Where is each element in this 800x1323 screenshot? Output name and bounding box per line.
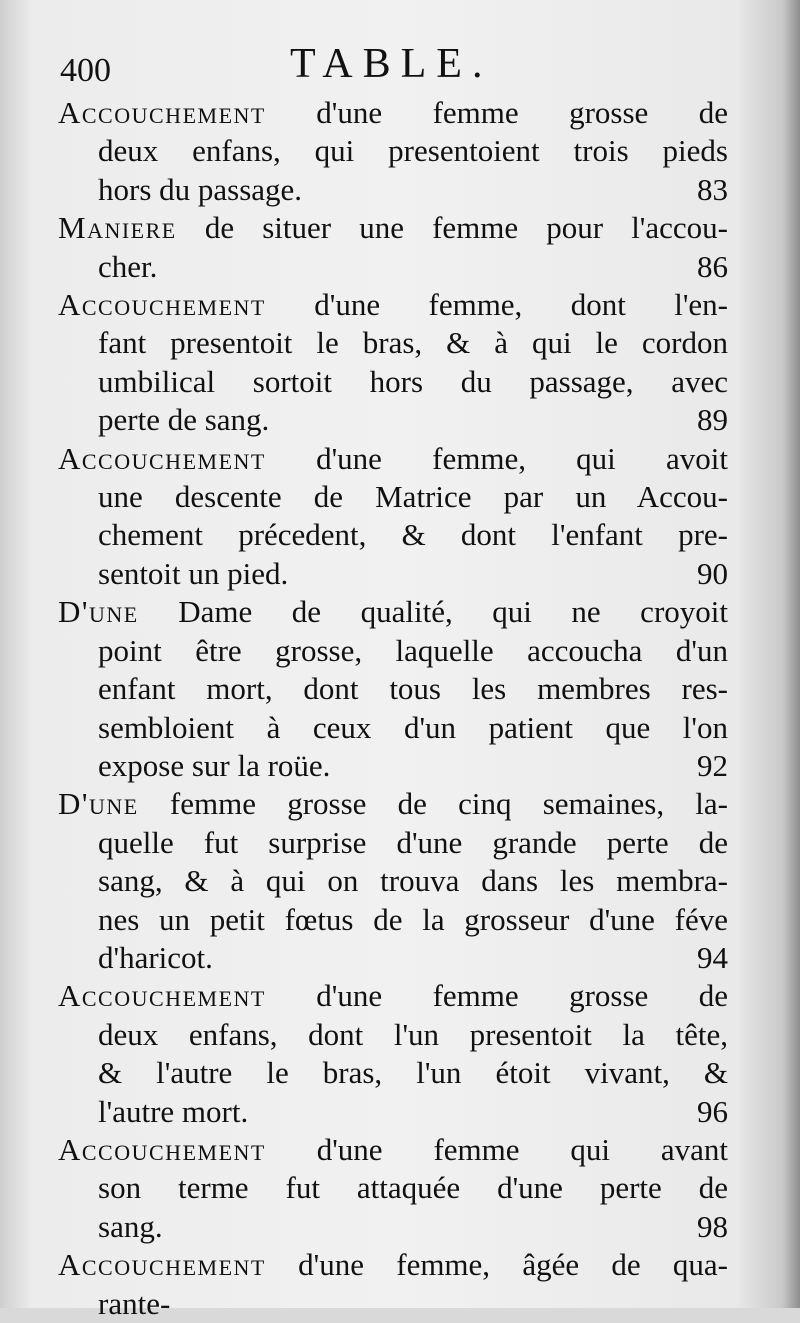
toc-entry-line [58, 901, 728, 939]
toc-entry-page: 86 [697, 248, 728, 284]
toc-entry-text: enfant mort, dont tous les membres res- [98, 671, 728, 707]
toc-entry-text: rante- [98, 1285, 171, 1321]
toc-entry-page: 83 [697, 171, 728, 207]
toc-entry-page: 90 [697, 555, 728, 591]
toc-entry-line [58, 632, 728, 670]
toc-entry-text: expose sur la roüe. [98, 747, 331, 783]
toc-entry-text: d'une femme grosse de [316, 978, 728, 1014]
toc-entry-text: l'autre mort. [98, 1093, 249, 1129]
toc-entry-text: d'une femme grosse de [316, 95, 728, 130]
toc-entry-line [58, 1169, 728, 1207]
toc-entry-line [58, 1246, 728, 1284]
toc-entry-line [58, 593, 728, 631]
toc-entry-line [58, 1054, 728, 1092]
toc-entry-text: son terme fut attaquée d'une perte de [98, 1170, 728, 1206]
page-number: 400 [60, 52, 111, 89]
toc-entry-line [58, 401, 728, 439]
toc-entry-line [58, 824, 728, 862]
toc-entry-line [58, 709, 728, 747]
toc-entry-line [58, 324, 728, 362]
toc-entry-page: 92 [697, 747, 728, 783]
page-header [60, 40, 740, 100]
toc-entry-line [58, 94, 728, 132]
toc-entry-text: une descente de Matrice par un Accou- [98, 479, 728, 515]
toc-entry-line [58, 440, 728, 478]
toc-entry [58, 977, 728, 1131]
toc-entry-page: 96 [697, 1093, 728, 1129]
toc-entry-line [58, 939, 728, 977]
toc-entry-line [58, 862, 728, 900]
toc-entry-line [58, 1093, 728, 1131]
toc-entry [58, 593, 728, 785]
toc-entry-text: Dame de qualité, qui ne croyoit [178, 594, 728, 630]
toc-entry-page: 94 [697, 939, 728, 975]
toc-entry-text: nes un petit fœtus de la grosseur d'une féve [98, 901, 728, 937]
toc-entry-text: d'haricot. [98, 939, 213, 975]
toc-entry-text: sembloient à ceux d'un patient que l'on [98, 709, 728, 745]
toc-entry-text: point être grosse, laquelle accoucha d'un [98, 632, 728, 668]
toc-entry-line [58, 516, 728, 554]
toc-entry-text: deux enfans, qui presentoient trois pieds [98, 133, 728, 169]
toc-entry-text: sang, & à qui on trouva dans les membra- [98, 863, 728, 899]
toc-entry-line [58, 1016, 728, 1054]
running-head: TABLE. [290, 41, 493, 87]
toc-entry [58, 440, 728, 594]
toc-entry-line [58, 478, 728, 516]
toc-entry [58, 785, 728, 977]
toc-entry-text: femme grosse de cinq semaines, la- [169, 786, 728, 822]
toc-entry-line [58, 747, 728, 785]
toc-entry-lead: Accouchement [58, 1247, 266, 1283]
toc-entry-page: 98 [697, 1208, 728, 1244]
toc-entry [58, 286, 728, 440]
toc-entry-lead: Maniere [58, 210, 177, 246]
toc-entry-lead: D'une [58, 594, 139, 630]
toc-entry [58, 209, 728, 286]
toc-entry-lead: Accouchement [58, 95, 266, 130]
page-gutter-shadow [782, 0, 800, 1308]
toc-entry-page: 89 [697, 402, 728, 438]
toc-entry-text: d'une femme, qui avoit [316, 440, 728, 476]
toc-entry-text: deux enfans, dont l'un presentoit la tête, [98, 1016, 728, 1052]
toc-entry-text: sentoit un pied. [98, 555, 289, 591]
toc-entry-line [58, 363, 728, 401]
toc-entry-text: chement précedent, & dont l'enfant pre- [98, 517, 728, 553]
toc-entry-text: d'une femme, dont l'en- [314, 287, 728, 323]
toc-entry-line [58, 132, 728, 170]
toc-entry-lead: Accouchement [58, 440, 266, 476]
toc-entry-text: umbilical sortoit hors du passage, avec [98, 363, 728, 399]
toc-entry-text: cher. [98, 248, 158, 284]
toc-entry-line [58, 977, 728, 1015]
toc-entry-text: quelle fut surprise d'une grande perte de [98, 824, 728, 860]
toc-entry-line [58, 209, 728, 247]
toc-entry-text: hors du passage. [98, 171, 303, 207]
toc-entry-text: de situer une femme pour l'accou- [204, 210, 728, 246]
toc-entry-lead: D'une [58, 786, 139, 822]
toc-entry-line [58, 785, 728, 823]
toc-entry [58, 94, 728, 209]
toc-entry-line [58, 1131, 728, 1169]
toc-entry [58, 1131, 728, 1246]
toc-entry-line [58, 1208, 728, 1246]
toc-entry-text: d'une femme, âgée de qua- [298, 1247, 728, 1283]
toc-entry-line [58, 286, 728, 324]
toc-entry-lead: Accouchement [58, 978, 266, 1014]
table-of-contents [58, 94, 728, 1323]
toc-entry-text: d'une femme qui avant [316, 1131, 728, 1167]
toc-entry-line [58, 1285, 728, 1323]
toc-entry-text: & l'autre le bras, l'un étoit vivant, & [98, 1055, 728, 1091]
toc-entry-line [58, 670, 728, 708]
toc-entry-lead: Accouchement [58, 1131, 266, 1167]
toc-entry-text: fant presentoit le bras, & à qui le cordon [98, 325, 728, 361]
toc-entry-line [58, 555, 728, 593]
toc-entry-line [58, 171, 728, 209]
toc-entry-text: perte de sang. [98, 402, 270, 438]
toc-entry [58, 1246, 728, 1323]
toc-entry-line [58, 248, 728, 286]
toc-entry-text: sang. [98, 1208, 163, 1244]
toc-entry-lead: Accouchement [58, 287, 266, 323]
